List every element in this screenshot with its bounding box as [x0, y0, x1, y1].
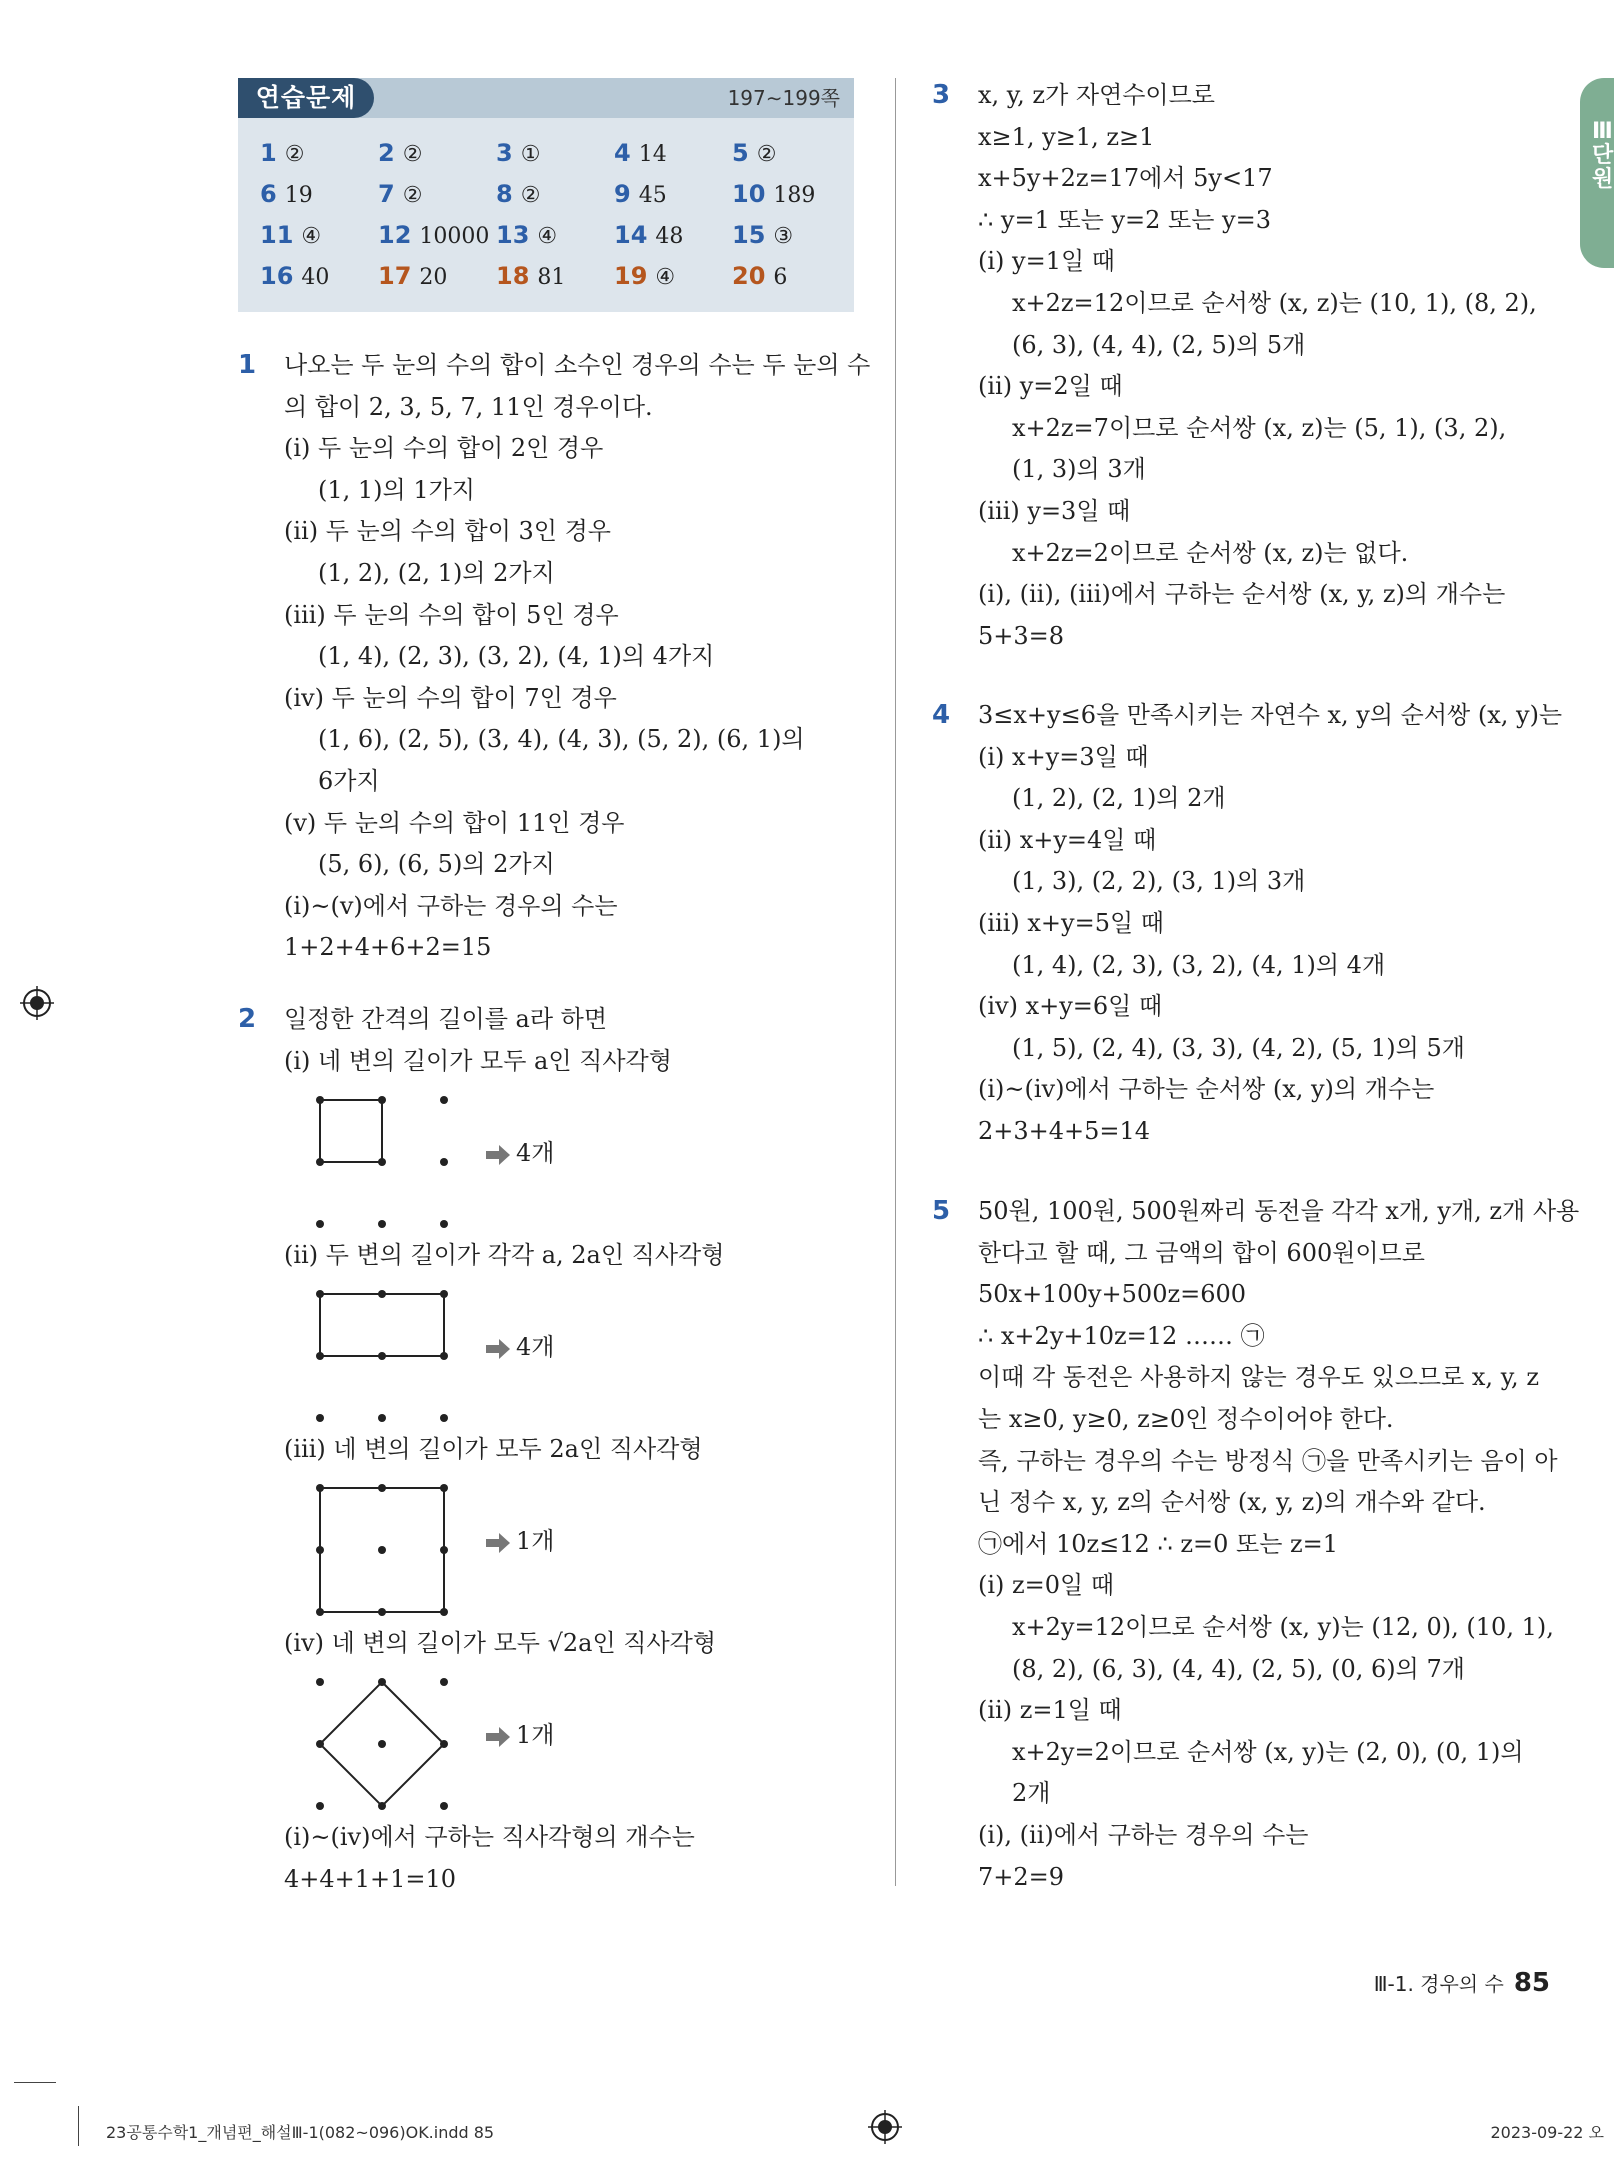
dot-grid-figure [300, 1090, 460, 1230]
answer-item [260, 220, 321, 252]
right-arrow-icon [486, 1533, 510, 1553]
problem-number: 4 [932, 700, 951, 730]
text-line: (1, 2), (2, 1)의 2개 [1012, 784, 1226, 813]
text-line: (ⅰ)~(ⅳ)에서 구하는 직사각형의 개수는 [284, 1823, 695, 1851]
answer-item [732, 261, 787, 293]
answer-value: ② [756, 142, 777, 167]
answer-value: ③ [773, 224, 794, 249]
text-line: 3≤x+y≤6을 만족시키는 자연수 x, y의 순서쌍 (x, y)는 [978, 701, 1563, 729]
answer-number: 5 [732, 139, 749, 167]
text-line: (ⅲ) x+y=5일 때 [978, 909, 1164, 937]
answer-item [614, 138, 667, 170]
answer-item [378, 179, 422, 211]
case-label: (ⅱ) 두 변의 길이가 각각 a, 2a인 직사각형 [284, 1241, 725, 1269]
case-count-value: 1개 [516, 1721, 555, 1749]
text-line: 1+2+4+6+2=15 [284, 933, 492, 962]
answer-number: 16 [260, 262, 294, 290]
text-line: ∴ y=1 또는 y=2 또는 y=3 [978, 205, 1271, 234]
answer-value: 6 [773, 265, 788, 290]
answer-item [378, 220, 489, 252]
answer-value: ② [402, 142, 423, 167]
text-line: (1, 3)의 3개 [1012, 455, 1146, 484]
right-arrow-icon [486, 1339, 510, 1359]
text-line: 2+3+4+5=14 [978, 1117, 1151, 1145]
problem-number: 2 [238, 1004, 257, 1034]
footer-section-title: Ⅲ-1. 경우의 수 [1373, 1972, 1504, 1996]
text-line: (ⅴ) 두 눈의 수의 합이 11인 경우 [284, 808, 625, 837]
answer-number: 13 [496, 221, 530, 249]
text-line: 한다고 할 때, 그 금액의 합이 600원이므로 [978, 1238, 1425, 1267]
text-line: (ⅱ) 두 눈의 수의 합이 3인 경우 [284, 517, 611, 546]
text-line: 50원, 100원, 500원짜리 동전을 각각 x개, y개, z개 사용 [978, 1197, 1580, 1225]
answer-item [732, 179, 815, 211]
answer-value: 14 [638, 142, 667, 167]
answer-value: 40 [301, 265, 330, 290]
text-line: (ⅱ) z=1일 때 [978, 1696, 1122, 1725]
text-line: 닌 정수 x, y, z의 순서쌍 (x, y, z)의 개수와 같다. [978, 1488, 1486, 1517]
answer-item [378, 138, 422, 170]
text-line: (1, 5), (2, 4), (3, 3), (4, 2), (5, 1)의 5개 [1012, 1033, 1465, 1062]
case-label: (ⅳ) 네 변의 길이가 모두 √2a인 직사각형 [284, 1629, 716, 1657]
dot-grid-figure [300, 1284, 460, 1424]
answer-value: 189 [773, 183, 816, 208]
answer-value: ② [402, 183, 423, 208]
answer-value: ① [520, 142, 541, 167]
text-line: x+2z=2이므로 순서쌍 (x, z)는 없다. [1012, 538, 1409, 567]
answer-item [260, 261, 329, 293]
case-count [486, 1138, 554, 1168]
text-line: x, y, z가 자연수이므로 [978, 81, 1215, 109]
answer-number: 19 [614, 262, 648, 290]
case-count-value: 4개 [516, 1333, 555, 1361]
answer-number: 3 [496, 139, 513, 167]
text-line: (ⅱ) y=2일 때 [978, 372, 1123, 401]
answer-value: ② [520, 183, 541, 208]
answer-item [614, 179, 667, 211]
text-line: 7+2=9 [978, 1862, 1065, 1891]
answer-value: ② [284, 142, 305, 167]
text-line: (ⅰ) y=1일 때 [978, 247, 1115, 276]
text-line: 의 합이 2, 3, 5, 7, 11인 경우이다. [284, 392, 653, 421]
answer-summary-box [238, 78, 854, 312]
text-line: ∴ x+2y+10z=12 …… ㉠ [978, 1321, 1265, 1350]
text-line: (1, 2), (2, 1)의 2가지 [318, 559, 555, 587]
answer-value: ④ [655, 265, 676, 290]
answer-number: 17 [378, 262, 412, 290]
answer-item [496, 179, 540, 211]
column-divider [895, 78, 896, 1886]
text-line: (1, 6), (2, 5), (3, 4), (4, 3), (5, 2), (6, 1)의 [318, 725, 805, 754]
answer-number: 11 [260, 221, 294, 249]
answer-box-title: 연습문제 [238, 78, 374, 118]
registration-mark-icon [868, 2110, 902, 2144]
answer-value: 45 [638, 183, 667, 208]
text-line: (8, 2), (6, 3), (4, 4), (2, 5), (0, 6)의 7개 [1012, 1654, 1465, 1683]
page-number: 85 [1513, 1968, 1550, 1998]
answer-item [378, 261, 447, 293]
answer-value: 20 [419, 265, 448, 290]
answer-item [614, 261, 675, 293]
answer-value: ④ [537, 224, 558, 249]
crop-line [78, 2106, 79, 2146]
answer-number: 8 [496, 180, 513, 208]
print-file-info: 23공통수학1_개념편_해설Ⅲ-1(082~096)OK.indd 85 [106, 2123, 495, 2142]
right-arrow-icon [486, 1727, 510, 1747]
text-line: 4+4+1+1=10 [284, 1865, 457, 1893]
text-line: x+2z=12이므로 순서쌍 (x, z)는 (10, 1), (8, 2), [1012, 289, 1537, 317]
case-count [486, 1720, 554, 1750]
answer-number: 12 [378, 221, 412, 249]
problem-number: 3 [932, 80, 951, 110]
text-line: 50x+100y+500z=600 [978, 1280, 1247, 1309]
text-line: 는 x≥0, y≥0, z≥0인 정수이어야 한다. [978, 1405, 1394, 1433]
print-date-info: 2023-09-22 오 [1490, 2123, 1604, 2142]
answer-item [732, 220, 793, 252]
answer-number: 20 [732, 262, 766, 290]
text-line: (ⅲ) 두 눈의 수의 합이 5인 경우 [284, 600, 619, 629]
dot-grid-figure [300, 1478, 460, 1618]
answer-value: ④ [301, 224, 322, 249]
text-line: (6, 3), (4, 4), (2, 5)의 5개 [1012, 330, 1306, 359]
answer-item [496, 220, 557, 252]
case-count [486, 1526, 554, 1556]
text-line: x+2y=12이므로 순서쌍 (x, y)는 (12, 0), (10, 1), [1012, 1613, 1554, 1641]
text-line: 즉, 구하는 경우의 수는 방정식 ㉠을 만족시키는 음이 아 [978, 1446, 1558, 1475]
answer-item [260, 179, 313, 211]
answer-number: 2 [378, 139, 395, 167]
text-line: (1, 4), (2, 3), (3, 2), (4, 1)의 4가지 [318, 642, 715, 671]
answer-number: 15 [732, 221, 766, 249]
problem-number: 1 [238, 350, 257, 380]
text-line: (1, 4), (2, 3), (3, 2), (4, 1)의 4개 [1012, 950, 1386, 979]
text-line: (ⅰ) 두 눈의 수의 합이 2인 경우 [284, 434, 604, 463]
text-line: (ⅳ) x+y=6일 때 [978, 992, 1163, 1021]
text-line: (1, 3), (2, 2), (3, 1)의 3개 [1012, 867, 1306, 896]
text-line: 일정한 간격의 길이를 a라 하면 [284, 1005, 608, 1033]
answer-value: 10000 [419, 224, 490, 249]
answer-value: 81 [537, 265, 566, 290]
answer-box-header [238, 78, 854, 118]
answer-item [614, 220, 683, 252]
text-line: 5+3=8 [978, 621, 1065, 650]
text-line: x+5y+2z=17에서 5y<17 [978, 164, 1273, 193]
registration-mark-icon [20, 986, 54, 1020]
text-line: 6가지 [318, 767, 380, 795]
answer-number: 7 [378, 180, 395, 208]
answer-number: 4 [614, 139, 631, 167]
answer-number: 6 [260, 180, 277, 208]
text-line: (1, 1)의 1가지 [318, 475, 475, 504]
text-line: x≥1, y≥1, z≥1 [978, 122, 1155, 151]
answer-number: 10 [732, 180, 766, 208]
text-line: x+2z=7이므로 순서쌍 (x, z)는 (5, 1), (3, 2), [1012, 413, 1507, 442]
text-line: (ⅲ) y=3일 때 [978, 497, 1131, 525]
answer-item [496, 261, 565, 293]
answer-value: 48 [655, 224, 684, 249]
right-arrow-icon [486, 1145, 510, 1165]
text-line: (5, 6), (6, 5)의 2가지 [318, 850, 555, 879]
dot-grid-figure [300, 1672, 460, 1812]
text-line: (ⅰ)~(ⅴ)에서 구하는 경우의 수는 [284, 891, 618, 920]
text-line: x+2y=2이므로 순서쌍 (x, y)는 (2, 0), (0, 1)의 [1012, 1737, 1524, 1766]
text-line: (ⅰ) x+y=3일 때 [978, 742, 1149, 771]
text-line: 나오는 두 눈의 수의 합이 소수인 경우의 수는 두 눈의 수 [284, 351, 871, 379]
text-line: 이때 각 동전은 사용하지 않는 경우도 있으므로 x, y, z [978, 1363, 1539, 1392]
case-count [486, 1332, 554, 1362]
answer-number: 9 [614, 180, 631, 208]
text-line: (ⅱ) x+y=4일 때 [978, 825, 1157, 854]
answer-number: 18 [496, 262, 530, 290]
answer-item [732, 138, 776, 170]
answer-item [260, 138, 304, 170]
problem-number: 5 [932, 1196, 951, 1226]
text-line: (ⅳ) 두 눈의 수의 합이 7인 경우 [284, 683, 617, 712]
text-line: 2개 [1012, 1779, 1051, 1808]
page-footer [1374, 1968, 1550, 1998]
answer-box-page-range: 197∼199쪽 [727, 86, 840, 110]
answer-number: 1 [260, 139, 277, 167]
text-line: (ⅰ) z=0일 때 [978, 1571, 1115, 1600]
chapter-side-tab-label: Ⅲ단원 [1592, 119, 1614, 192]
crop-line [14, 2082, 56, 2083]
answer-item [496, 138, 540, 170]
case-label: (ⅰ) 네 변의 길이가 모두 a인 직사각형 [284, 1047, 672, 1075]
text-line: ㉠에서 10z≤12 ∴ z=0 또는 z=1 [978, 1529, 1339, 1558]
answer-value: 19 [284, 183, 313, 208]
case-count-value: 1개 [516, 1527, 555, 1555]
answer-number: 14 [614, 221, 648, 249]
case-label: (ⅲ) 네 변의 길이가 모두 2a인 직사각형 [284, 1435, 703, 1463]
text-line: (ⅰ), (ⅱ), (ⅲ)에서 구하는 순서쌍 (x, y, z)의 개수는 [978, 580, 1506, 609]
case-count-value: 4개 [516, 1139, 555, 1167]
text-line: (ⅰ), (ⅱ)에서 구하는 경우의 수는 [978, 1821, 1309, 1849]
text-line: (ⅰ)~(ⅳ)에서 구하는 순서쌍 (x, y)의 개수는 [978, 1075, 1435, 1104]
